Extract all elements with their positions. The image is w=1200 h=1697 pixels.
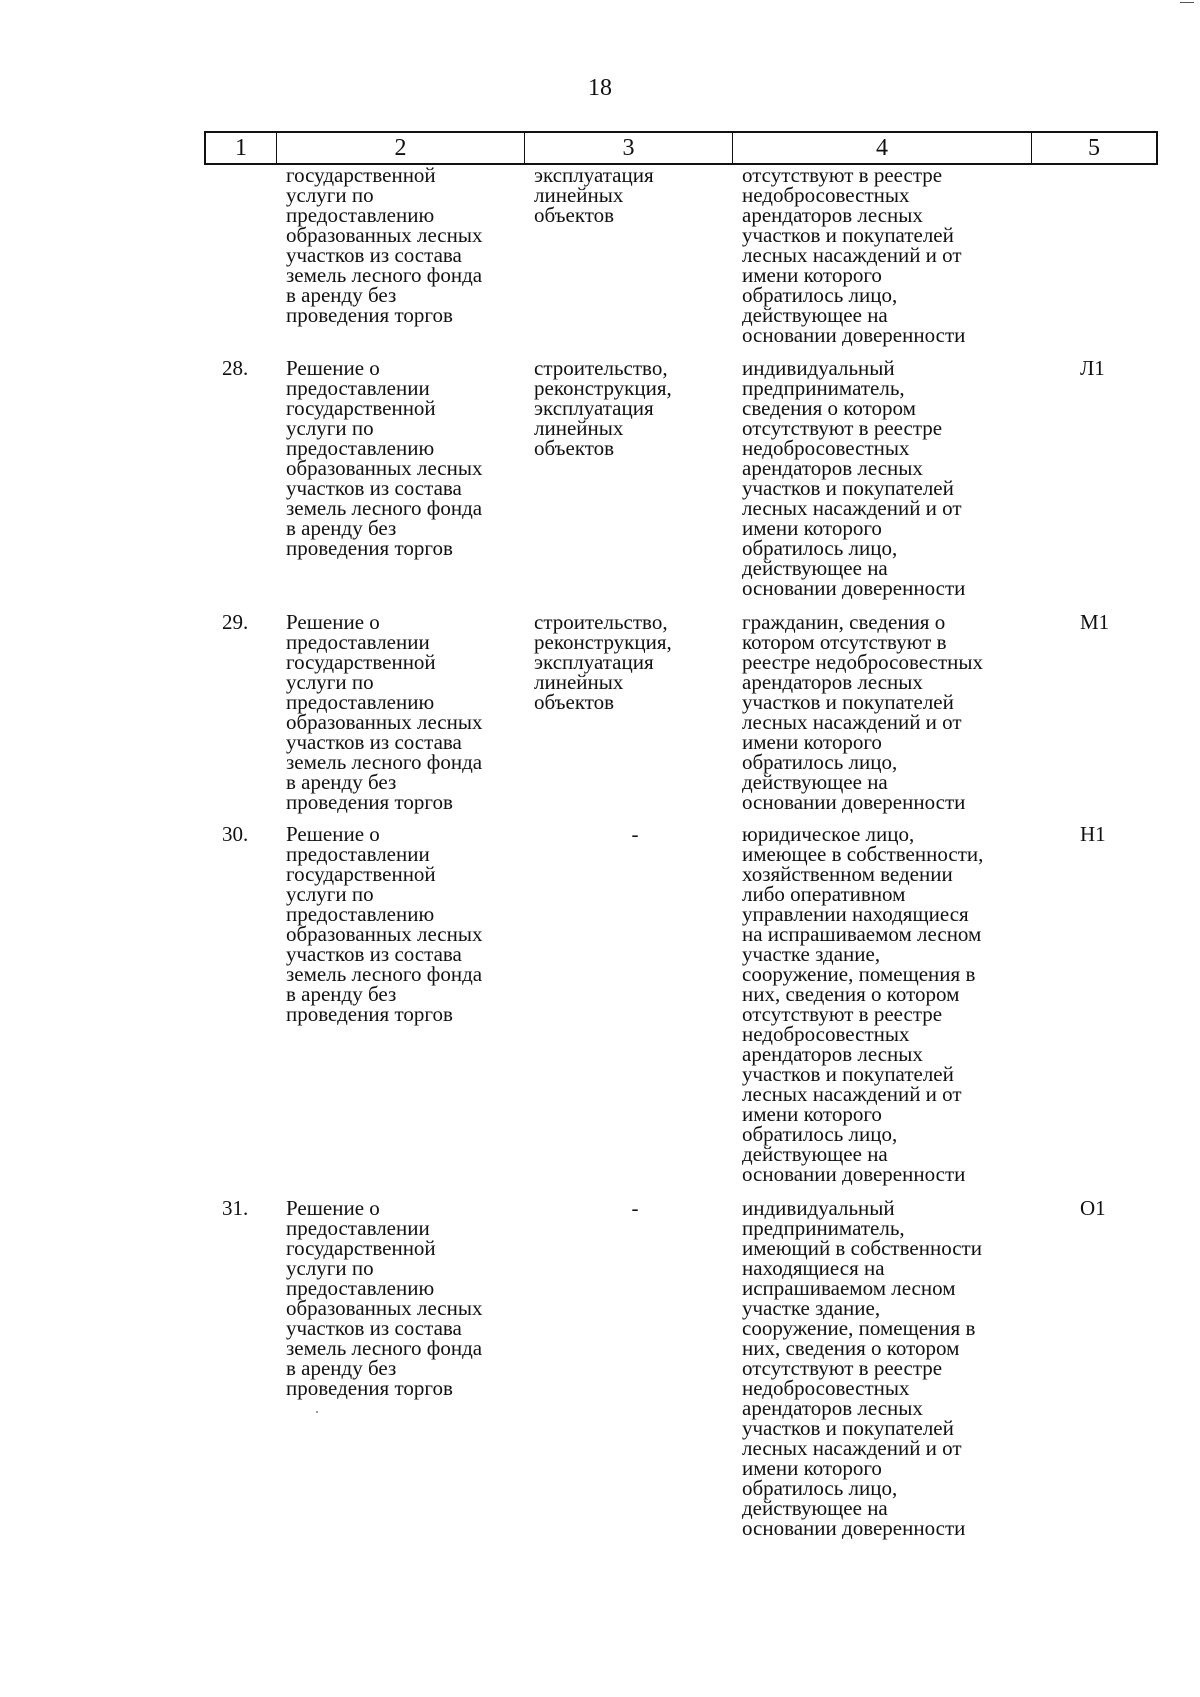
- activity-type: эксплуатация линейных объектов: [534, 163, 654, 227]
- activity-type: -: [631, 1196, 639, 1220]
- activity-type: -: [631, 822, 639, 846]
- header-cell-3: 3: [525, 133, 733, 163]
- variant-code: Н1: [1080, 822, 1106, 846]
- applicant-description: гражданин, сведения о котором отсутствуют в реестре недобросовестных арендаторов лесных участков и покупателей лесных насаждений и от имени которого обратилось лицо, действующее на основании доверенности: [742, 610, 983, 814]
- applicant-description: отсутствуют в реестре недобросовестных арендаторов лесных участков и покупателей лесных насаждений и от имени которого обратилось лицо, действующее на основании доверенности: [742, 163, 966, 347]
- row-number: 28.: [222, 356, 249, 380]
- service-name: Решение о предоставлении государственной услуги по предоставлению образованных лесных участков из состава земель лесного фонда в аренду без проведения торгов: [286, 822, 483, 1026]
- header-cell-1: 1: [206, 133, 277, 163]
- header-cell-4: 4: [733, 133, 1032, 163]
- service-name: Решение о предоставлении государственной услуги по предоставлению образованных лесных участков из состава земель лесного фонда в аренду без проведения торгов: [286, 1196, 483, 1400]
- header-cell-2: 2: [277, 133, 525, 163]
- applicant-description: индивидуальный предприниматель, имеющий в собственности находящиеся на испрашиваемом лесном участке здание, сооружение, помещения в них, сведения о котором отсутствуют в реестре недобросовестных арендаторов лесных участков и покупателей лесных насаждений и от имени которого обратилось лицо, действующее на основании доверенности: [742, 1196, 982, 1540]
- service-name: государственной услуги по предоставлению образованных лесных участков из состава земель лесного фонда в аренду без проведения торгов: [286, 163, 483, 327]
- row-number: 31.: [222, 1196, 249, 1220]
- service-name: Решение о предоставлении государственной услуги по предоставлению образованных лесных участков из состава земель лесного фонда в аренду без проведения торгов: [286, 356, 483, 560]
- applicant-description: юридическое лицо, имеющее в собственности, хозяйственном ведении либо оперативном управлении находящиеся на испрашиваемом лесном участке здание, сооружение, помещения в них, сведения о котором отсутствуют в реестре недобросовестных арендаторов лесных участков и покупателей лесных насаждений и от имени которого обратилось лицо, действующее на основании доверенности: [742, 822, 984, 1186]
- applicant-description: индивидуальный предприниматель, сведения о котором отсутствуют в реестре недобросовестных арендаторов лесных участков и покупателей лесных насаждений и от имени которого обратилось лицо, действующее на основании доверенности: [742, 356, 966, 600]
- row-number: 30.: [222, 822, 249, 846]
- scan-speck: [316, 1411, 318, 1413]
- variant-code: О1: [1080, 1196, 1106, 1220]
- variant-code: Л1: [1080, 356, 1105, 380]
- activity-type: строительство, реконструкция, эксплуатация линейных объектов: [534, 610, 672, 714]
- header-cell-5: 5: [1088, 134, 1100, 161]
- edge-mark: [1180, 2, 1194, 3]
- variant-code: М1: [1080, 610, 1110, 634]
- table-header-row: [204, 131, 1158, 165]
- activity-type: строительство, реконструкция, эксплуатация линейных объектов: [534, 356, 672, 460]
- service-name: Решение о предоставлении государственной услуги по предоставлению образованных лесных участков из состава земель лесного фонда в аренду без проведения торгов: [286, 610, 483, 814]
- row-number: 29.: [222, 610, 249, 634]
- page-number: 18: [588, 75, 612, 101]
